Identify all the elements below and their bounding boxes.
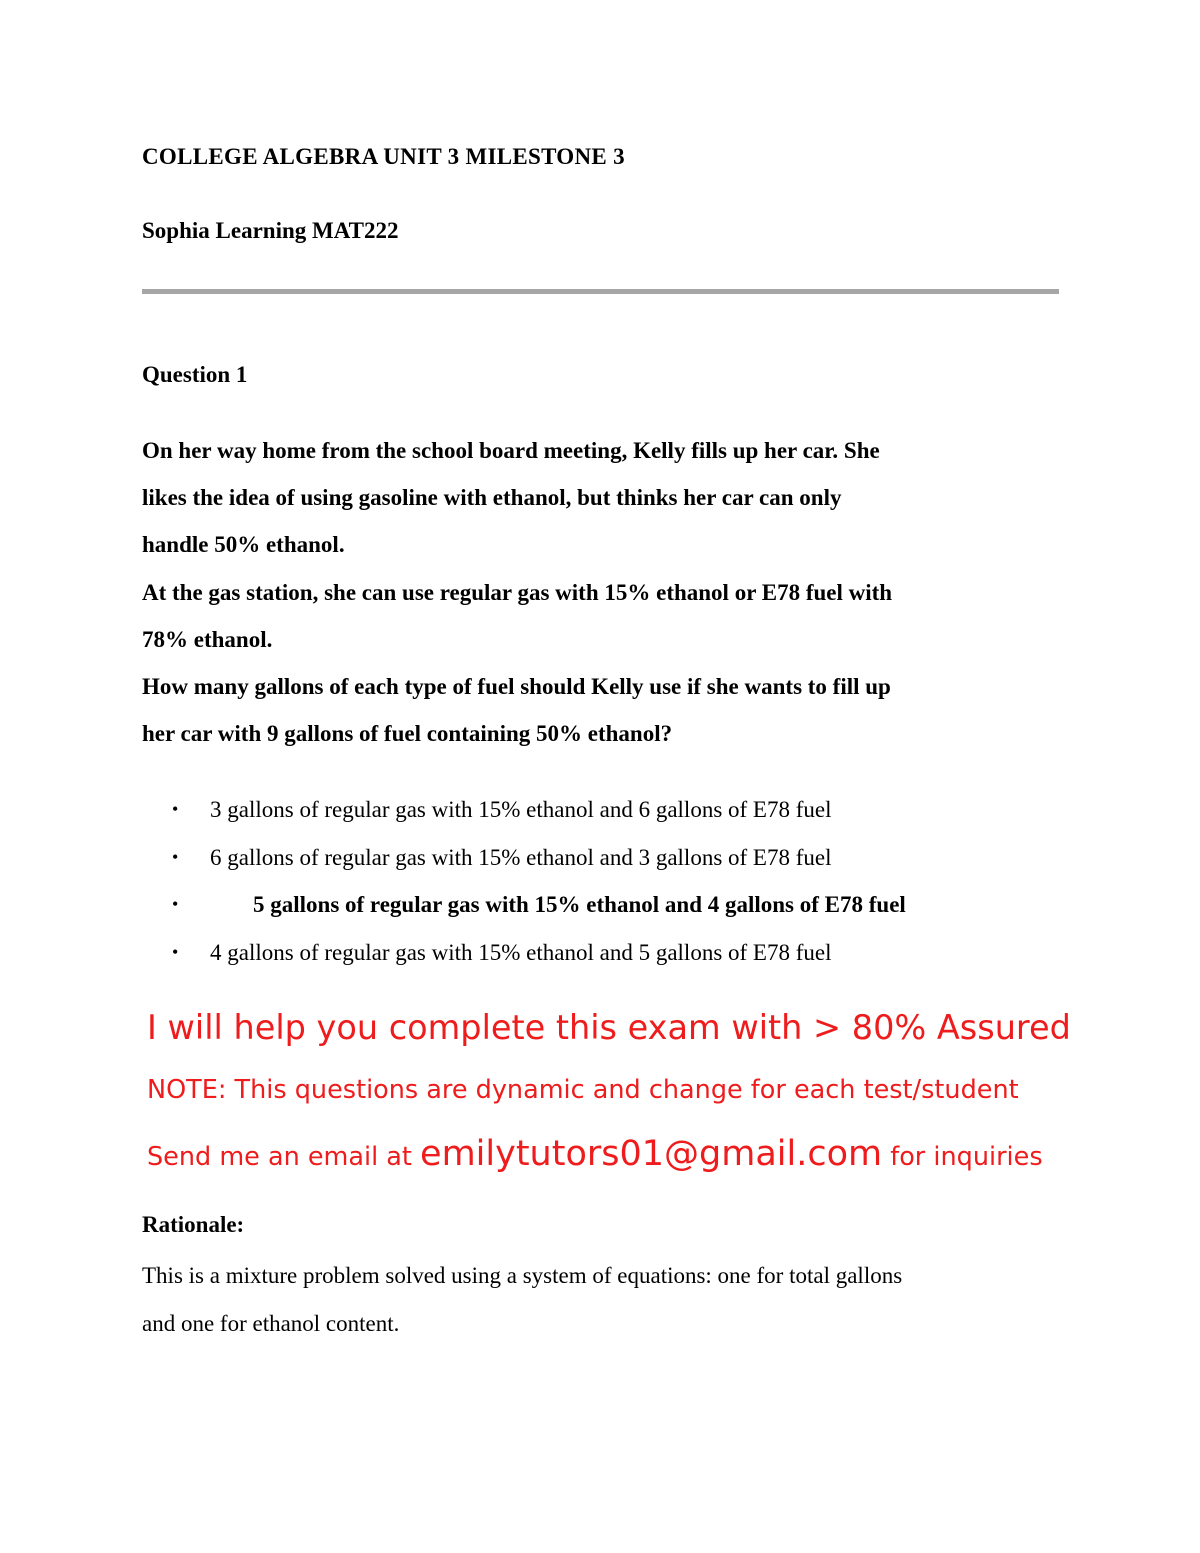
rationale-label: Rationale:	[142, 1212, 245, 1237]
answer-option-text: 6 gallons of regular gas with 15% ethanol and 3 gallons of E78 fuel	[210, 844, 832, 870]
question-line: On her way home from the school board meeting, Kelly fills up her car. She	[142, 438, 880, 463]
rationale-line: and one for ethanol content.	[142, 1310, 400, 1336]
bullet-icon: •	[172, 941, 179, 962]
promo-note: NOTE: This questions are dynamic and change for each test/student	[147, 1075, 1019, 1105]
answer-option-text: 4 gallons of regular gas with 15% ethanol and 5 gallons of E78 fuel	[210, 939, 832, 965]
contact-email-link[interactable]: emilytutors01@gmail.com	[420, 1134, 883, 1174]
document-title: COLLEGE ALGEBRA UNIT 3 MILESTONE 3	[142, 144, 625, 169]
answer-option-1	[142, 786, 1082, 834]
question-line: her car with 9 gallons of fuel containing 50% ethanol?	[142, 721, 673, 747]
promo-contact	[147, 1134, 1043, 1174]
answer-options	[142, 786, 1082, 976]
answer-option-text: 5 gallons of regular gas with 15% ethanol and 4 gallons of E78 fuel	[253, 892, 906, 917]
answer-option-text: 3 gallons of regular gas with 15% ethanol and 6 gallons of E78 fuel	[210, 797, 832, 822]
question-body	[142, 427, 1062, 757]
rationale-line: This is a mixture problem solved using a system of equations: one for total gallons	[142, 1263, 903, 1288]
question-line: handle 50% ethanol.	[142, 532, 345, 558]
course-subtitle: Sophia Learning MAT222	[142, 218, 399, 243]
answer-option-2	[142, 834, 1082, 882]
question-line: How many gallons of each type of fuel should Kelly use if she wants to fill up	[142, 674, 891, 700]
question-line: likes the idea of using gasoline with ethanol, but thinks her car can only	[142, 485, 842, 511]
answer-option-3-correct	[142, 881, 1082, 929]
rationale-text	[142, 1252, 1072, 1347]
answer-option-4	[142, 929, 1082, 977]
question-label: Question 1	[142, 362, 248, 387]
horizontal-divider	[142, 289, 1059, 294]
question-line: At the gas station, she can use regular gas with 15% ethanol or E78 fuel with	[142, 579, 893, 605]
bullet-icon: •	[172, 799, 179, 819]
promo-headline: I will help you complete this exam with > 80% Assured	[147, 1008, 1071, 1047]
promo-contact-suffix: for inquiries	[882, 1142, 1043, 1172]
promo-contact-prefix: Send me an email at	[147, 1142, 421, 1172]
bullet-icon: •	[172, 894, 179, 914]
bullet-icon: •	[172, 846, 179, 867]
question-line: 78% ethanol.	[142, 626, 273, 652]
